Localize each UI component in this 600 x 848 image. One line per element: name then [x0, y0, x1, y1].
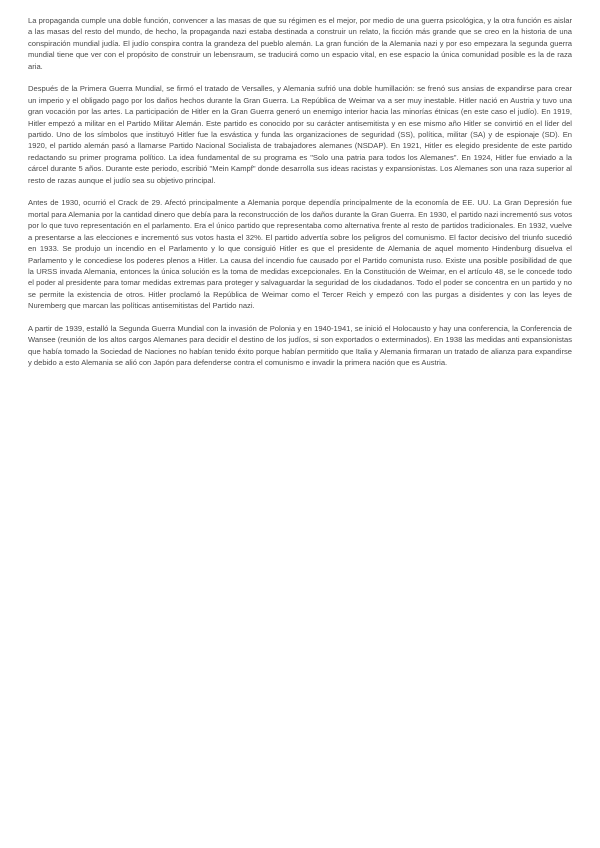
- paragraph-segunda-guerra: A partir de 1939, estalló la Segunda Guerra Mundial con la invasión de Polonia y en 1940-1941, se inició el Holocausto y hay una conferencia, la Conferencia de Wansee (reunión de los altos cargos Alemanes para decidir el destino de los judíos, si son exportados o exterminados). En 1938 las medidas anti expansionistas que había tomado la Sociedad de Naciones no habían tenido éxito porque habían permitido que Italia y Alemania firmaran un tratado de alianza para expandirse y debido a esto Alemania se alió con Japón para defenderse contra el comunismo e invadir la primera nación que es Austria.: [28, 323, 572, 368]
- paragraph-propaganda: La propaganda cumple una doble función, convencer a las masas de que su régimen es el mejor, por medio de una guerra psicológica, y la otra función es aislar a las masas del resto del mundo, de hecho, la propaganda nazi estaba destinada a construir un relato, la ficción más grande que se creo en la historia de una conspiración mundial judía. El judío conspira contra la grandeza del pueblo alemán. La gran función de la Alemania nazi y por eso empezara la segunda guerra mundial tiene que ver con el propósito de construir un lebensraum, se traducirá como un espacio vital, en ese espacio la única comunidad posible es la de raza aria.: [28, 16, 572, 71]
- paragraph-crack-29: Antes de 1930, ocurrió el Crack de 29. Afectó principalmente a Alemania porque dependía principalmente de la economía de EE. UU. La Gran Depresión fue mortal para Alemania por la cantidad dinero que debía para la reconstrucción de los daños durante la Gran Guerra. En 1930, el partido nazi incrementó sus votos por lo que tuvo representación en el parlamento. Era el único partido que representaba como alternativa frente al resto de partidos tradicionales. En 1932, vuelve a presentarse a las elecciones e incrementó sus votos hasta el 32%. El partido advertía sobre los peligros del comunismo. El factor decisivo del triunfo sucedió en 1933. Se produjo un incendio en el Parlamento y lo que consiguió Hitler es que el presidente de Alemania de aquel momento Hindenburg disuelva el Parlamento y le concediese los poderes plenos a Hitler. La causa del incendio fue causado por el Partido comunista ruso. Existe una posible posibilidad de que la URSS invada Alemania, entonces la única solución es la toma de medidas excepcionales. En la Constitución de Weimar, en el artículo 48, se le concede todo el poder al presidente para tomar medidas extremas para proteger y salvaguardar la seguridad de los ciudadanos. Todo el poder se concentra en un partido y no se permite la existencia de otros. Hitler proclamó la República de Weimar como el Tercer Reich y empezó con las purgas a disidentes y con las leyes de Nuremberg que marcan las políticas antisemitistas del Partido nazi.: [28, 198, 572, 311]
- paragraph-versalles: Después de la Primera Guerra Mundial, se firmó el tratado de Versalles, y Alemania sufrió una doble humillación: se frenó sus ansias de expandirse para crear un imperio y el obligado pago por los daños hechos durante la Gran Guerra. La República de Weimar va a ser muy inestable. Hitler nació en Austria y tuvo una gran vocación por las artes. La participación de Hitler en la Gran Guerra generó un enemigo interior hacia las minorías étnicas (en este caso el judío). En 1919, Hitler empezó a militar en el Partido Militar Alemán. Este partido es conocido por su carácter antisemitista y en ese mismo año Hitler se convirtió en el líder del partido. Uno de los símbolos que instituyó Hitler fue la esvástica y funda las organizaciones de seguridad (SS), política, militar (SA) y de espionaje (SD). En 1920, el partido alemán pasó a llamarse Partido Nacional Socialista de trabajadores alemanes (NSDAP). En 1921, Hitler es elegido presidente de este partido redactando su primer programa político. La idea fundamental de su programa es "Solo una patria para todos los Alemanes". En 1924, Hitler fue enviado a la cárcel durante 5 años. Durante este periodo, escribió "Mein Kampf" donde desarrolla sus ideas racistas y expansionistas. Los Alemanes son una raza superior al resto de razas aunque el judío sea su objetivo principal.: [28, 84, 572, 185]
- document-page: [28, 15, 572, 380]
